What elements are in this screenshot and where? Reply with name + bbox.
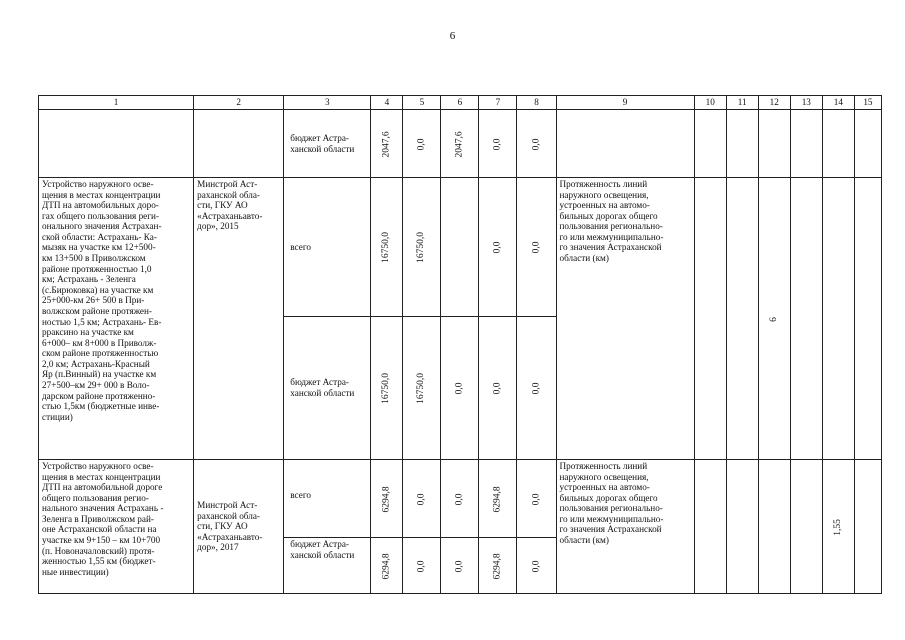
col-header: 12	[758, 96, 790, 110]
indicator-name: Протяженность линий наружного освещения, устроенных на автомо- бильных дорогах общего пользования регионально- го или межмуниципально- го значения Астраханской области (км)	[556, 460, 694, 594]
col-header: 3	[284, 96, 371, 110]
col-header: 15	[854, 96, 881, 110]
amount-cell: 16750,0	[381, 373, 392, 404]
executor: Минстрой Аст- раханской обла- сти, ГКУ АО «Астраханьавто- дор», 2017	[194, 460, 284, 594]
amount-cell: 0,0	[454, 493, 465, 505]
amount-cell: 6294,8	[381, 485, 392, 513]
amount-cell: 0,0	[531, 560, 542, 572]
amount-cell: 0,0	[492, 382, 503, 395]
amount-cell: 2047,6	[454, 130, 465, 158]
table-row	[39, 110, 882, 178]
funding-source: всего	[284, 460, 371, 538]
amount-cell: 16750,0	[416, 232, 427, 263]
col-header: 1	[39, 96, 194, 110]
indicator-name: Протяженность линий наружного освещения, устроенных на автомо- бильных дорогах общего пользования регионально- го или межмуниципально- го значения Астраханской области (км)	[556, 178, 694, 460]
funding-source: всего	[284, 178, 371, 317]
col-header: 11	[726, 96, 758, 110]
amount-cell: 0,0	[531, 138, 542, 150]
col-header: 13	[790, 96, 822, 110]
amount-cell: 0,0	[531, 493, 542, 505]
funding-source: бюджет Астра- ханской области	[284, 317, 371, 460]
col-header: 9	[556, 96, 694, 110]
amount-cell: 0,0	[492, 138, 503, 150]
amount-cell: 0,0	[492, 241, 503, 254]
amount-cell: 0,0	[454, 560, 465, 572]
amount-cell: 0,0	[416, 560, 427, 572]
measure-description: Устройство наружного осве- щения в местах концентрации ДТП на автомобильных доро- гах общего пользования реги- онального значения Астрахан- ской области: Астрахань- Ка- мызяк на участке км 12+500- км 13+500 в Приволжском районе протяженностью 1,0 км; Астрахань - Зеленга (с.Бирюковка) на участке км 25+000-км 26+ 500 в При- волжском районе протяжен- ностью 1,5 км; Астрахань- Ев- pраксино на участке км 6+000– км 8+000 в Приволж- ском районе протяженностью 2,0 км; Астрахань-Красный Яр (п.Винный) на участке км 27+500–км 29+ 000 в Воло- дарском районе протяженно- стью 1,5км (бюджетные инве- стиции)	[39, 178, 194, 460]
amount-cell: 0,0	[454, 382, 465, 395]
col-header: 7	[479, 96, 517, 110]
amount-cell: 0,0	[531, 382, 542, 395]
amount-cell: 16750,0	[416, 373, 427, 404]
header-row	[39, 96, 882, 110]
measure-description: Устройство наружного осве- щения в местах концентрации ДТП на автомобильной дороге общего пользования регио- нального значения Астрахань - Зеленга в Приволжском рай- оне Астраханской области на участке км 9+150 – км 10+700 (п. Новоначаловский) протя- женностью 1,55 км (бюджет- ные инвестиции)	[39, 460, 194, 594]
amount-cell: 0,0	[416, 493, 427, 505]
amount-cell: 6294,8	[381, 552, 392, 580]
indicator-value: 1,55	[832, 518, 843, 536]
col-header: 8	[517, 96, 556, 110]
amount-cell: 0,0	[531, 241, 542, 254]
indicator-value: 6	[768, 316, 779, 322]
table-row	[39, 460, 882, 538]
col-header: 5	[403, 96, 441, 110]
funding-source: бюджет Астра- ханской области	[284, 110, 371, 178]
col-header: 4	[371, 96, 403, 110]
table-row	[39, 178, 882, 317]
amount-cell: 0,0	[416, 138, 427, 150]
program-table	[38, 95, 882, 594]
amount-cell: 6294,8	[492, 485, 503, 513]
page-number: 6	[449, 30, 456, 42]
amount-cell: 2047,6	[381, 130, 392, 158]
amount-cell: 6294,8	[492, 552, 503, 580]
executor: Минстрой Аст- раханской обла- сти, ГКУ АО «Астраханьавто- дор», 2015	[194, 178, 284, 460]
col-header: 14	[822, 96, 854, 110]
amount-cell: 16750,0	[381, 232, 392, 263]
col-header: 10	[694, 96, 726, 110]
col-header: 2	[194, 96, 284, 110]
funding-source: бюджет Астра- ханской области	[284, 538, 371, 594]
col-header: 6	[441, 96, 479, 110]
